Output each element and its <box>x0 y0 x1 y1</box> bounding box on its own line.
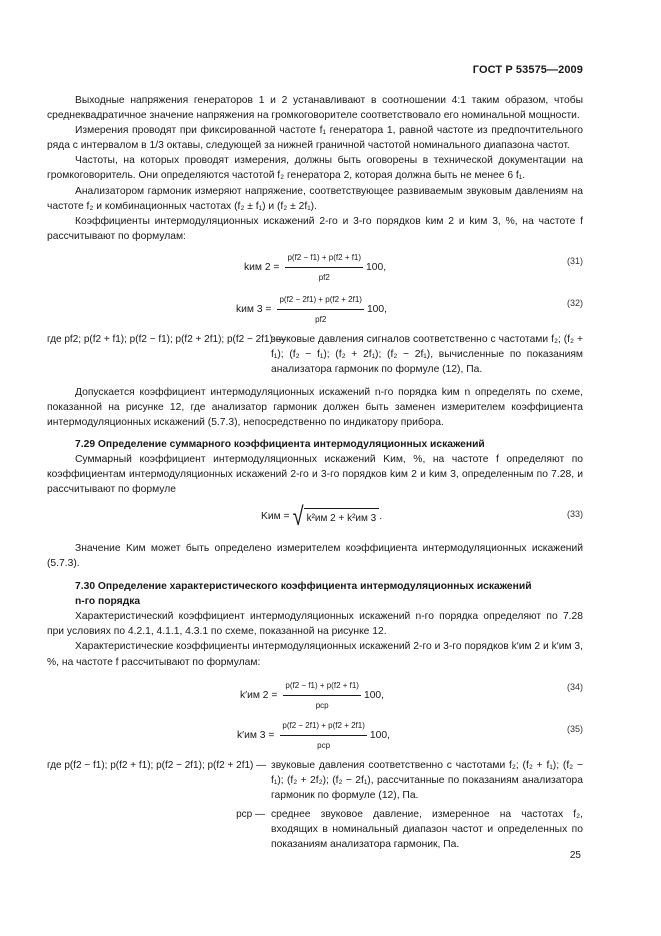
denominator: pср <box>317 740 331 750</box>
fraction <box>285 250 363 285</box>
heading-line-1: 7.30 Определение характеристического коэффициента интермодуляционных искажений <box>75 581 532 593</box>
formula-lhs: k′им 3 = <box>237 729 275 741</box>
page-number: 25 <box>569 850 581 861</box>
denominator: pf2 <box>315 315 327 325</box>
paragraph: Характеристический коэффициент интермодуляционных искажений n-го порядка определяют по 7.28 при условиях по 4.2.1, 4.1.1, 4.3.1 по схеме, показанной на рисунке 12. <box>47 611 583 638</box>
where-block-3 <box>47 807 583 852</box>
heading-line-2: n-го порядка <box>75 596 141 608</box>
formula-tail: . <box>379 511 383 523</box>
square-root <box>292 502 383 532</box>
where-description: среднее звуковое давление, измеренное на частотах f₂, входящих в номинальный диапазон частот и определенных по показаниям анализатора гармоник, Па. <box>271 808 583 851</box>
formula-number: (32) <box>566 297 583 308</box>
paragraph: Суммарный коэффициент интермодуляционных искажений Kим, %, на частоте f определяют по коэффициентам интермодуляционных искажений 2-го и 3-го порядков kим 2 и kим 3, определенным по 7.28, и рассчитывают по формуле <box>47 453 583 495</box>
numerator: p(f2 − f1) + p(f2 + f1) <box>285 250 363 268</box>
formula-33 <box>47 503 583 537</box>
formula-tail: 100, <box>366 303 387 315</box>
formula-number: (33) <box>566 508 583 519</box>
denominator: pf2 <box>318 273 330 283</box>
paragraph: Измерения проводят при фиксированной частоте f₁ генератора 1, равной частоте из предпочтительного ряда с интервалом в 1/3 октавы, следующей за нижней граничной частотой номинального диапазона частот. <box>47 125 583 152</box>
where-description: звуковые давления сигналов соответственно с частотами f₂; (f₂ + f₁); (f₂ − f₁); (f₂ + 2f₁); (f₂ − 2f₁), вычисленные по показаниям анализатора гармоник по формуле (12), Па. <box>271 333 583 376</box>
where-symbols: где pf2; p(f2 + f1); p(f2 − f1); p(f2 + 2f1); p(f2 − 2f1) — <box>47 333 286 345</box>
radicand: k²им 2 + k²им 3 <box>304 508 380 526</box>
formula-tail: 100, <box>366 261 387 273</box>
where-symbols: pср — <box>236 808 265 820</box>
where-description: звуковые давления соответственно с частотами f₂; (f₂ + f₁); (f₂ − f₁); (f₂ + 2f₂); (f₂ − 2f₁), рассчитанные по показаниям анализатора гармоник по формуле (12), Па. <box>271 759 583 801</box>
where-block-1 <box>47 332 583 377</box>
formula-31 <box>47 250 583 286</box>
page-content <box>47 93 583 852</box>
paragraph: Частоты, на которых проводят измерения, должны быть оговорены в технической документации на громкоговоритель. Они определяются частотой f₂ генератора 2, которая должна быть не менее 6 f₁. <box>47 155 583 182</box>
formula-34 <box>47 676 583 712</box>
formula-number: (34) <box>566 681 583 692</box>
formula-35 <box>47 718 583 754</box>
fraction <box>283 678 361 713</box>
formula-number: (31) <box>566 255 583 266</box>
formula-tail: 100, <box>369 729 390 741</box>
formula-32 <box>47 292 583 328</box>
where-symbols: где p(f2 − f1); p(f2 + f1); p(f2 − 2f1); p(f2 + 2f1) — <box>47 759 267 771</box>
formula-tail: 100, <box>363 689 385 701</box>
formula-lhs: kим 2 = <box>244 261 280 273</box>
numerator: p(f2 − 2f1) + p(f2 + 2f1) <box>277 292 364 310</box>
paragraph: Коэффициенты интермодуляционных искажений 2-го и 3-го порядков kим 2 и kим 3, %, на частоте f рассчитывают по формулам: <box>47 215 583 242</box>
numerator: p(f2 − 2f1) + p(f2 + 2f1) <box>280 718 367 736</box>
fraction <box>280 718 367 753</box>
where-block-2 <box>47 758 583 803</box>
paragraph: Выходные напряжения генераторов 1 и 2 устанавливают в соотношении 4:1 таким образом, чтобы среднеквадратичное значение напряжения на громкоговорителе соответствовало его номинальной мощности. <box>47 95 583 122</box>
section-heading-7-29: 7.29 Определение суммарного коэффициента интермодуляционных искажений <box>75 438 485 450</box>
radical-sign-icon: √ <box>292 502 304 532</box>
numerator: p(f2 − f1) + p(f2 + f1) <box>283 678 361 696</box>
section-heading-7-30 <box>47 579 583 609</box>
fraction <box>277 292 364 327</box>
paragraph: Значение Kим может быть определено измерителем коэффициента интермодуляционных искажений (5.7.3). <box>47 542 583 569</box>
denominator: pср <box>315 700 329 710</box>
formula-number: (35) <box>566 723 583 734</box>
formula-lhs: kим 3 = <box>236 303 272 315</box>
formula-lhs: k′им 2 = <box>240 689 278 701</box>
paragraph: Характеристические коэффициенты интермодуляционных искажений 2-го и 3-го порядков k′им 2 и k′им 3, %, на частоте f рассчитывают по формулам: <box>47 641 583 668</box>
paragraph: Допускается коэффициент интермодуляционных искажений n-го порядка kим n определять по схеме, показанной на рисунке 12, где анализатор гармоник должен быть заменен измерителем коэффициента интермодуляционных искажений (5.7.3), непосредственно по индикатору прибора. <box>47 387 583 429</box>
document-code: ГОСТ Р 53575—2009 <box>472 64 583 76</box>
formula-lhs: Kим = <box>261 511 290 523</box>
paragraph: Анализатором гармоник измеряют напряжение, соответствующее развиваемым звуковым давлениям на частоте f₂ и комбинационных частотах (f₂ ± f₁) и (f₂ ± 2f₁). <box>47 185 583 212</box>
